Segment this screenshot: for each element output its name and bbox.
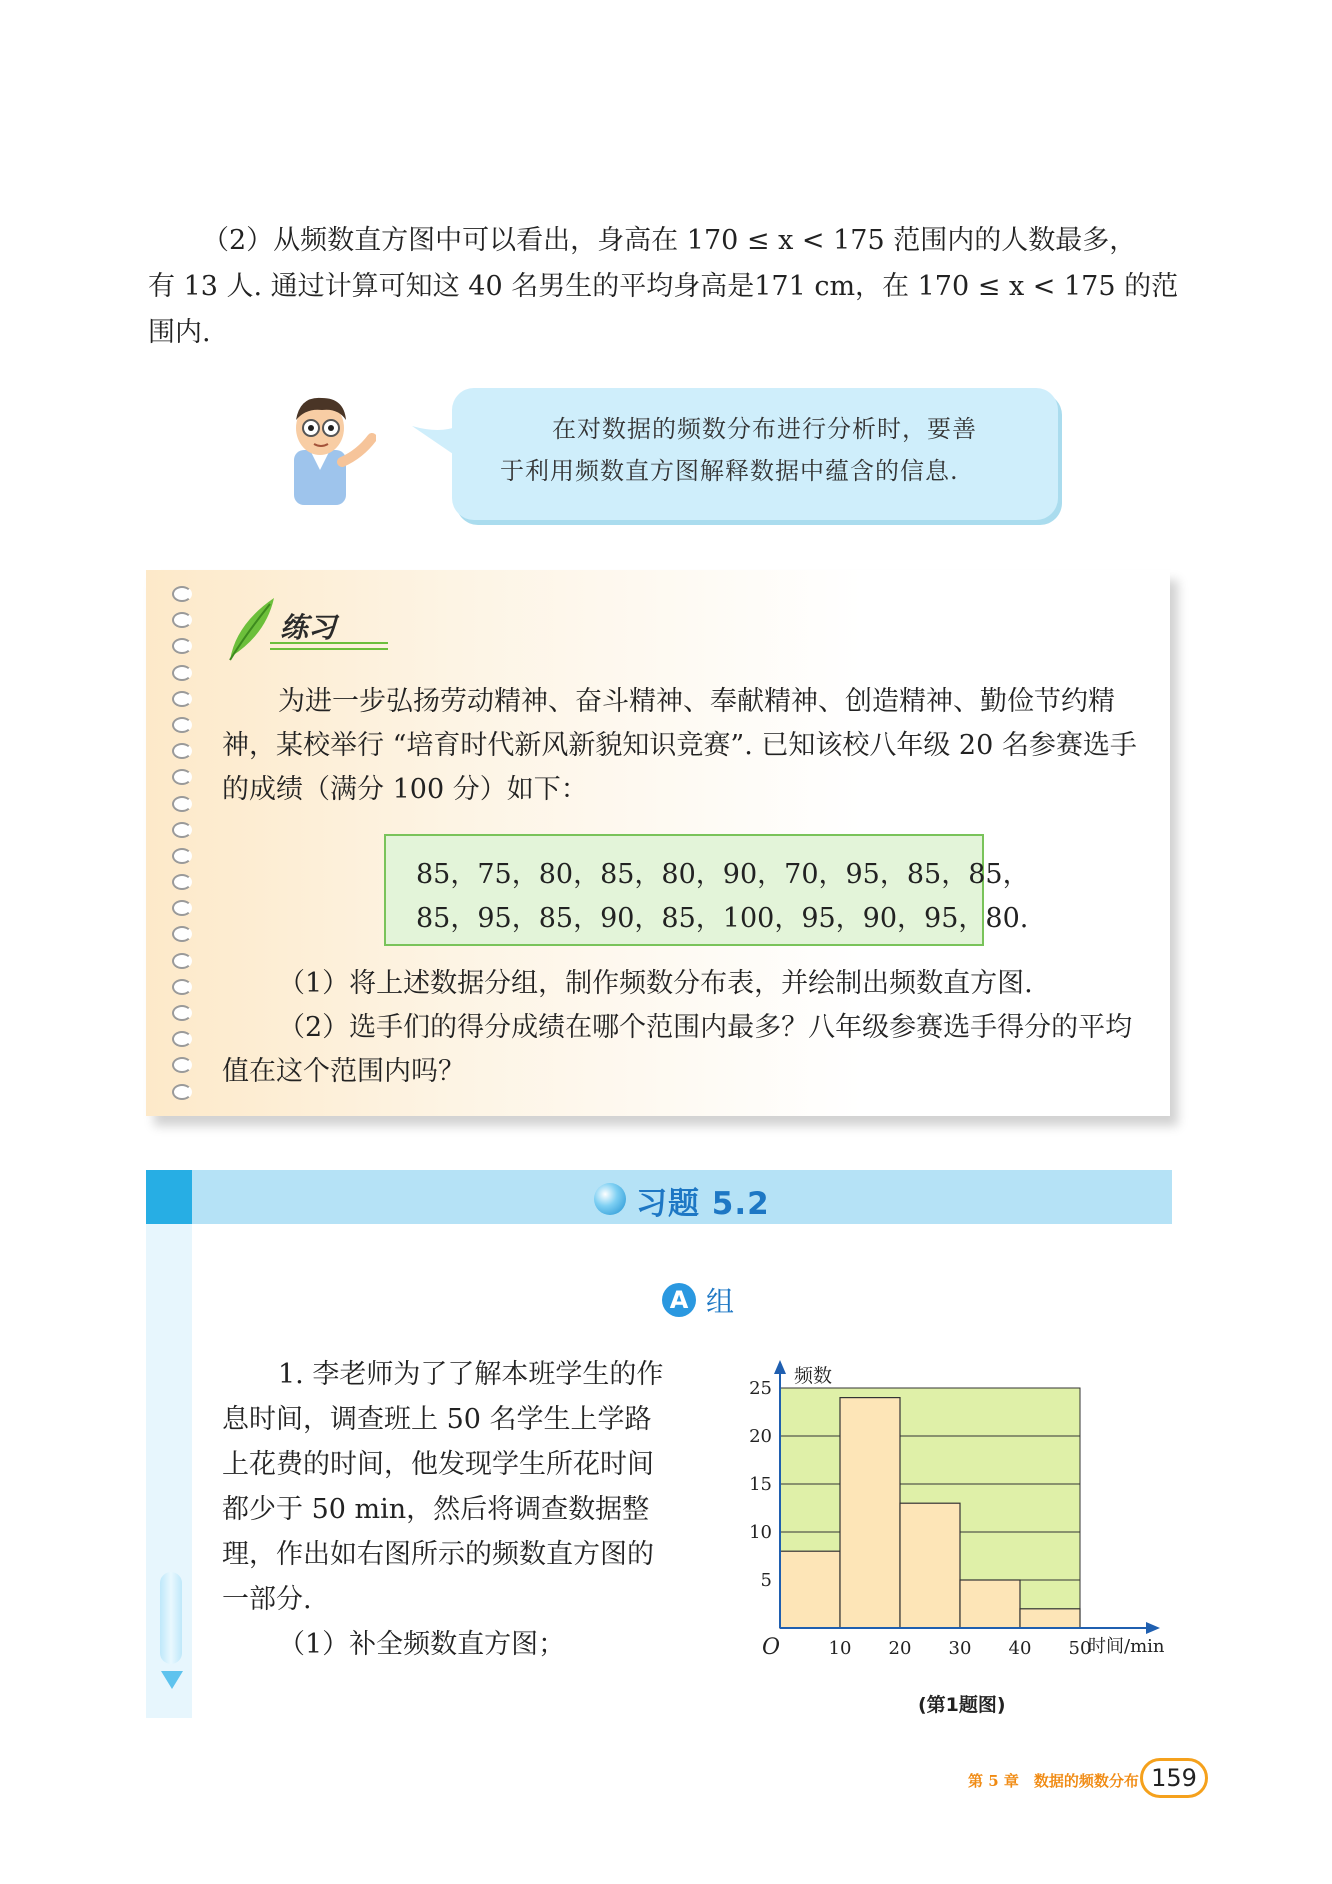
ring-hole [172, 691, 192, 707]
ring-hole [172, 1005, 192, 1021]
x-tick-label: 10 [828, 1638, 852, 1659]
title-underline [270, 640, 390, 654]
ring-hole [172, 979, 192, 995]
sidebar-scroll-thumb [160, 1572, 182, 1664]
practice-paragraph [222, 680, 1152, 812]
y-tick-label: 5 [760, 1570, 772, 1591]
practice-questions [222, 962, 1152, 1094]
practice-question: 值在这个范围内吗？ [222, 1056, 465, 1087]
histogram-bar [960, 1580, 1020, 1628]
y-tick-label: 20 [749, 1426, 772, 1447]
ring-hole [172, 586, 192, 602]
exercise-title: 习题 5.2 [636, 1186, 770, 1222]
ring-hole [172, 638, 192, 654]
ring-hole [172, 743, 192, 759]
intro-line: 围内. [148, 317, 211, 348]
y-axis-arrow [774, 1360, 786, 1374]
x-axis-arrow [1146, 1622, 1160, 1634]
practice-line: 为进一步弘扬劳动精神、奋斗精神、奉献精神、创造精神、勤俭节约精 [278, 686, 1115, 717]
question-line: 一部分. [222, 1584, 312, 1615]
bubble-line: 于利用频数直方图解释数据中蕴含的信息. [500, 457, 959, 485]
y-tick-label: 15 [749, 1474, 772, 1495]
intro-line: 有 13 人. 通过计算可知这 40 名男生的平均身高是171 cm，在 170 ≤ x < 175 的范 [148, 271, 1179, 302]
x-tick-label: 40 [1008, 1638, 1032, 1659]
frequency-histogram [740, 1360, 1180, 1680]
ring-hole [172, 848, 192, 864]
histogram-bar [780, 1551, 840, 1628]
page-number: 159 [1140, 1758, 1208, 1798]
ring-hole [172, 953, 192, 969]
ring-hole [172, 1031, 192, 1047]
practice-title: 练习 [280, 611, 337, 644]
question-line: 都少于 50 min，然后将调查数据整 [222, 1494, 650, 1525]
ring-hole [172, 796, 192, 812]
x-tick-label: 50 [1068, 1638, 1092, 1659]
ring-hole [172, 1084, 192, 1100]
x-axis-title: 时间/min [1088, 1636, 1165, 1657]
score-row: 85，75，80，85，80，90，70，95，85，85， [416, 859, 1030, 890]
ring-hole [172, 1057, 192, 1073]
bubble-line: 在对数据的频数分布进行分析时，要善 [552, 415, 977, 443]
x-tick-label: 30 [948, 1638, 972, 1659]
question-line: 上花费的时间，他发现学生所花时间 [222, 1449, 654, 1480]
group-badge: A [662, 1283, 696, 1317]
exercise-header-accent [146, 1170, 192, 1224]
globe-icon [594, 1183, 626, 1215]
notebook-rings [172, 586, 198, 1110]
practice-question: （1）将上述数据分组，制作频数分布表，并绘制出频数直方图. [278, 968, 1033, 999]
ring-hole [172, 769, 192, 785]
ring-hole [172, 665, 192, 681]
histogram-bar [900, 1503, 960, 1628]
intro-line: （2）从频数直方图中可以看出，身高在 170 ≤ x < 175 范围内的人数最多， [202, 225, 1137, 256]
ring-hole [172, 926, 192, 942]
question-1 [222, 1352, 692, 1667]
origin-label: O [762, 1635, 781, 1660]
ring-hole [172, 717, 192, 733]
score-row: 85，95，85，90，85，100，95，90，95，80. [416, 903, 1029, 934]
question-line: 息时间，调查班上 50 名学生上学路 [222, 1404, 652, 1435]
y-tick-label: 25 [749, 1378, 772, 1399]
x-tick-label: 20 [888, 1638, 912, 1659]
teacher-illustration [276, 390, 376, 505]
practice-line: 的成绩（满分 100 分）如下： [222, 774, 588, 805]
bubble-text [500, 408, 977, 492]
practice-question: （2）选手们的得分成绩在哪个范围内最多？八年级参赛选手得分的平均 [278, 1012, 1133, 1043]
down-triangle-icon [160, 1670, 184, 1690]
ring-hole [172, 612, 192, 628]
question-line: 1. 李老师为了了解本班学生的作 [278, 1359, 664, 1390]
ring-hole [172, 822, 192, 838]
ring-hole [172, 874, 192, 890]
histogram-bar [1020, 1609, 1080, 1628]
footer-chapter: 第 5 章 数据的频数分布 [968, 1772, 1139, 1790]
score-data-box [384, 834, 1030, 946]
question-line: 理，作出如右图所示的频数直方图的 [222, 1539, 654, 1570]
ring-hole [172, 900, 192, 916]
figure-caption: (第1题图) [918, 1694, 1006, 1716]
y-axis-title: 频数 [794, 1365, 833, 1387]
y-tick-label: 10 [749, 1522, 772, 1543]
question-line: （1）补全频数直方图； [278, 1629, 566, 1660]
group-label: 组 [706, 1285, 735, 1318]
histogram-bar [840, 1398, 900, 1628]
intro-paragraph [148, 218, 1178, 356]
practice-line: 神，某校举行 “培育时代新风新貌知识竞赛”. 已知该校八年级 20 名参赛选手 [222, 730, 1137, 761]
